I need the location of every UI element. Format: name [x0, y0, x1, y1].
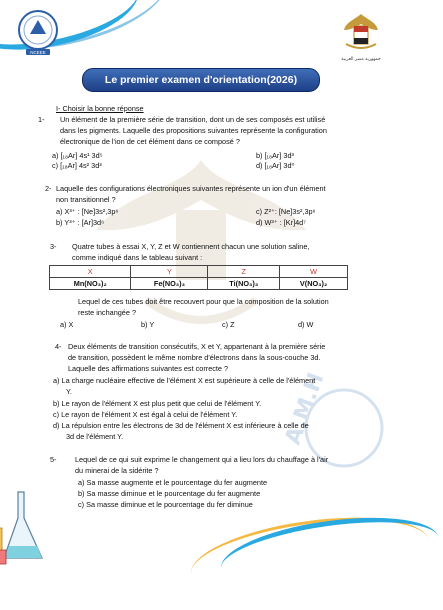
answer-option-continued: 3d de l'élément Y.	[66, 432, 124, 441]
answer-option[interactable]: a) X³⁺ : [Ne]3s²,3p⁶	[56, 207, 119, 216]
table-header-cell: Z	[208, 266, 280, 278]
answer-option[interactable]: d) La répulsion entre les électrons de 3d de l'élément X est inférieure à celle de	[53, 421, 309, 430]
answer-option[interactable]: a) [₁₈Ar] 4s¹ 3d⁵	[52, 151, 103, 160]
stamp-watermark	[280, 348, 392, 498]
answer-option[interactable]: c) Z²⁺: [Ne]3s²,3p⁶	[256, 207, 316, 216]
question-text: reste inchangée ?	[78, 308, 137, 317]
answer-option[interactable]: b) Le rayon de l'élément X est plus petit que celui de l'élément Y.	[53, 399, 262, 408]
answer-option[interactable]: c) Sa masse diminue et le pourcentage du fer diminue	[78, 500, 253, 509]
question-text: Un élément de la première série de transition, dont un de ses composés est utilisé	[60, 115, 326, 124]
answer-option[interactable]: d) W	[298, 320, 314, 329]
table-cell: V(NO₃)₂	[280, 278, 348, 290]
question-text: du minerai de la sidérite ?	[75, 466, 159, 475]
question-text: Lequel de ces tubes doit être recouvert pour que la composition de la solution	[78, 297, 329, 306]
question-text: Quatre tubes à essai X, Y, Z et W contiennent chacun une solution saline,	[72, 242, 310, 251]
answer-option[interactable]: a) X	[60, 320, 74, 329]
logo-right-text: جمهورية مصر العربية	[341, 57, 381, 62]
table-cell: Mn(NO₃)₂	[50, 278, 131, 290]
answer-option[interactable]: c) Z	[222, 320, 235, 329]
nceee-logo	[14, 8, 62, 58]
answer-option[interactable]: a) Sa masse augmente et le pourcentage du fer augmente	[78, 478, 268, 487]
ministry-logo	[336, 10, 386, 64]
answer-option[interactable]: c) Le rayon de l'élément X est égal à celui de l'élément Y.	[53, 410, 238, 419]
table-header-cell: X	[50, 266, 131, 278]
question-number: 2-	[45, 184, 52, 193]
table-cell: Ti(NO₃)₃	[208, 278, 280, 290]
question-text: Lequel de ce qui suit exprime le changement qui a lieu lors du chauffage à l'air	[75, 455, 329, 464]
answer-option[interactable]: b) Y³⁺ : [Ar]3d⁶	[56, 218, 105, 227]
table-header-cell: W	[280, 266, 348, 278]
question-number: 5-	[50, 455, 57, 464]
table-cell: Fe(NO₃)₃	[131, 278, 208, 290]
answer-option[interactable]: b) Sa masse diminue et le pourcentage du fer augmente	[78, 489, 261, 498]
table-row	[50, 278, 348, 290]
question-text: comme indiqué dans le tableau suivant :	[72, 253, 203, 262]
table-header-cell: Y	[131, 266, 208, 278]
section-title: I- Choisir la bonne réponse	[56, 104, 144, 113]
svg-text:A.M.H: A.M.H	[280, 369, 330, 449]
question-number: 3-	[50, 242, 57, 251]
answer-option[interactable]: b) [₁₈Ar] 3d³	[256, 151, 294, 160]
table-header-row	[50, 266, 348, 278]
answer-option[interactable]: d) W³⁺ : [Kr]4d⁷	[256, 218, 306, 227]
question-text: dans les pigments. Laquelle des propositions suivantes représente la configuration	[60, 126, 327, 135]
question-text: de transition, possèdent le même nombre d'électrons dans la sous-couche 3d.	[68, 353, 321, 362]
answer-option[interactable]: c) [₁₈Ar] 4s² 3d³	[52, 161, 102, 170]
question-text: Laquelle des affirmations suivantes est correcte ?	[68, 364, 229, 373]
question-text: Deux éléments de transition consécutifs, X et Y, appartenant à la première série	[68, 342, 326, 351]
tubes-table	[49, 265, 348, 290]
exam-title-banner: Le premier examen d'orientation(2026)	[82, 68, 320, 92]
answer-option[interactable]: d) [₁₈Ar] 3d⁰	[256, 161, 295, 170]
flask-illustration	[0, 488, 50, 566]
question-text: non transitionnel ?	[56, 195, 116, 204]
answer-option[interactable]: b) Y	[141, 320, 155, 329]
question-text: Laquelle des configurations électroniques suivantes représente un ion d'un élément	[56, 184, 326, 193]
answer-option-continued: Y.	[66, 387, 72, 396]
question-number: 4-	[55, 342, 62, 351]
question-text: électronique de l'ion de cet élément dans ce composé ?	[60, 137, 240, 146]
question-number: 1-	[38, 115, 45, 124]
answer-option[interactable]: a) La charge nucléaire effective de l'élément X est supérieure à celle de l'élément	[53, 376, 316, 385]
logo-left-text: NCEEE	[30, 50, 46, 55]
